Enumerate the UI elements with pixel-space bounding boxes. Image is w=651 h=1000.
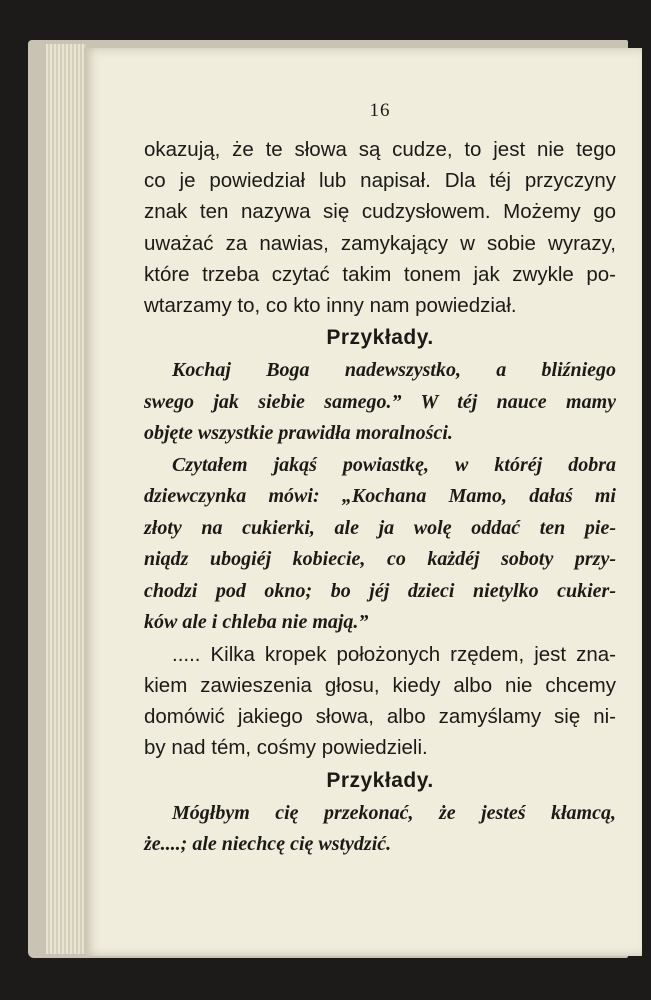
section-heading: Przykłady. bbox=[326, 768, 434, 792]
text-line: domówić jakiego słowa, albo zamyślamy się ni- bbox=[144, 705, 616, 729]
example-quote-2 bbox=[144, 450, 616, 639]
text-line: dziewczynka mówi: „Kochana Mamo, dałaś mi bbox=[144, 485, 616, 508]
text-line: złoty na cukierki, ale ja wolę oddać ten pie- bbox=[144, 516, 616, 539]
page-content bbox=[144, 100, 616, 861]
book-page bbox=[84, 48, 642, 956]
text-line: Kochaj Boga nadewszystko, a bliźniego bbox=[172, 359, 616, 382]
text-line: objęte wszystkie prawidła moralności. bbox=[144, 422, 453, 445]
text-line: które trzeba czytać takim tonem jak zwykle po- bbox=[144, 262, 616, 286]
text-line: znak ten nazywa się cudzysłowem. Możemy go bbox=[144, 200, 616, 224]
text-line: Czytałem jakąś powiastkę, w któréj dobra bbox=[172, 453, 616, 476]
example-quote-1 bbox=[144, 355, 616, 450]
text-line: ków ale i chleba nie mają.” bbox=[144, 611, 369, 634]
text-line: co je powiedział lub napisał. Dla téj przyczyny bbox=[144, 169, 616, 193]
text-line: Mógłbym cię przekonać, że jesteś kłamcą, bbox=[172, 801, 616, 824]
text-line: że....; ale niechcę cię wstydzić. bbox=[144, 833, 392, 856]
example-quote-3 bbox=[144, 798, 616, 861]
text-line: by nad tém, cośmy powiedzieli. bbox=[144, 736, 428, 760]
section-heading: Przykłady. bbox=[326, 326, 434, 350]
text-line: wtarzamy to, co kto inny nam powiedział. bbox=[144, 294, 517, 318]
paragraph-quotation-marks bbox=[144, 134, 616, 321]
text-line: ..... Kilka kropek położonych rzędem, jest zna- bbox=[172, 642, 616, 666]
text-line: kiem zawieszenia głosu, kiedy albo nie chcemy bbox=[144, 673, 616, 697]
text-line: swego jak siebie samego.” W téj nauce mamy bbox=[144, 390, 616, 413]
page-number: 16 bbox=[369, 100, 391, 121]
text-line: niądz ubogiéj kobiecie, co każdéj soboty przy- bbox=[144, 548, 616, 571]
text-line: okazują, że te słowa są cudze, to jest nie tego bbox=[144, 138, 616, 161]
page-stack-edges bbox=[46, 44, 86, 954]
paragraph-ellipsis bbox=[144, 639, 616, 764]
text-line: uważać za nawias, zamykający w sobie wyrazy, bbox=[144, 231, 616, 255]
text-line: chodzi pod okno; bo jéj dzieci nietylko cukier- bbox=[144, 579, 616, 602]
